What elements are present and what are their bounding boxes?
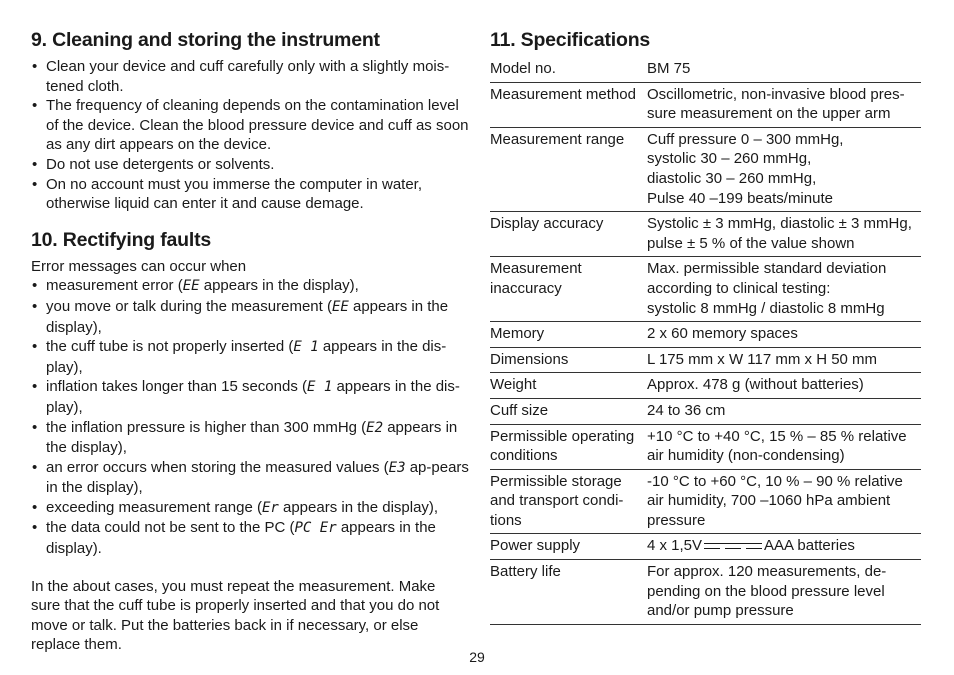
table-row [490,560,921,625]
page-number: 29 [469,649,485,665]
spec-value: BM 75 [647,57,921,82]
cleaning-list [31,57,471,214]
fault-text: ap-pears in the display), [46,458,469,497]
table-row [490,424,921,469]
spec-value: Cuff pressure 0 – 300 mmHg, systolic 30 – 260 mmHg, diastolic 30 – 260 mmHg, Pulse 40 –199 beats/minute [647,127,921,211]
table-row [490,534,921,560]
error-code: E2 [366,419,384,436]
list-item: • The frequency of cleaning depends on the contamination level of the device. Clean the blood pressure device and cuff as soon as any dirt appears on the device. [31,96,471,155]
spec-value: Systolic ± 3 mmHg, diastolic ± 3 mmHg, pulse ± 5 % of the value shown [647,212,921,257]
fault-text: measurement error ( [46,277,183,295]
spec-label: Weight [490,373,647,399]
spec-value-battery-type: AAA batteries [764,537,855,555]
specs-table [490,57,921,625]
error-code: PC Er [294,520,337,537]
spec-label: Battery life [490,560,647,625]
fault-text: appears in the dis-play), [46,338,447,376]
table-row [490,257,921,322]
list-item [31,518,471,558]
list-item: • On no account must you immerse the computer in water, otherwise liquid can enter it and cause demage. [31,175,471,214]
fault-text: exceeding measurement range ( [46,498,262,516]
spec-value: For approx. 120 measurements, de-pending on the blood pressure level and/or pump pressure [647,560,921,625]
fault-text: appears in the display), [46,418,458,457]
table-row [490,127,921,211]
spec-label: Permissible operating conditions [490,424,647,469]
right-column [490,28,921,625]
error-code: E3 [388,459,406,476]
fault-text: appears in the dis-play), [46,378,460,416]
list-item [31,276,471,297]
spec-label: Model no. [490,57,647,82]
spec-value: +10 °C to +40 °C, 15 % – 85 % relative air humidity (non-condensing) [647,424,921,469]
table-row [490,212,921,257]
list-item [31,418,471,458]
faults-list [31,276,471,558]
error-code: Er [261,499,279,516]
table-row [490,322,921,348]
fault-text: appears in the display), [278,498,439,516]
list-item: • Do not use detergents or solvents. [31,155,471,175]
spec-value-voltage: 4 x 1,5V [647,537,703,555]
faults-heading: 10. Rectifying faults [31,228,212,251]
fault-text: appears in the display). [46,519,436,558]
error-code: E 1 [293,339,319,356]
spec-label: Power supply [490,534,647,560]
list-item [31,337,471,377]
spec-value: Max. permissible standard deviation according to clinical testing: systolic 8 mmHg / diastolic 8 mmHg [647,257,921,322]
left-column [31,28,471,655]
fault-text: inflation takes longer than 15 seconds ( [46,378,307,396]
specs-heading: 11. Specifications [490,29,651,51]
direct-current-symbol-icon [704,542,762,552]
spec-label: Display accuracy [490,212,647,257]
table-row [490,347,921,373]
spec-value: L 175 mm x W 117 mm x H 50 mm [647,347,921,373]
fault-text: the data could not be sent to the PC ( [46,519,295,537]
spec-label: Cuff size [490,398,647,424]
spec-value: 24 to 36 cm [647,398,921,424]
error-code: EE [182,278,200,295]
fault-text: appears in the display), [199,277,359,295]
spec-label: Measurement range [490,127,647,211]
table-row [490,82,921,127]
spec-label: Permissible storage and transport condi-tions [490,469,647,534]
list-item [31,498,471,519]
faults-intro: Error messages can occur when [31,257,247,275]
spec-value: Oscillometric, non-invasive blood pres-sure measurement on the upper arm [647,82,921,127]
list-item [31,377,471,417]
spec-value [647,534,921,560]
table-row [490,398,921,424]
fault-text: the cuff tube is not properly inserted ( [46,338,294,356]
list-item: • Clean your device and cuff carefully only with a slightly mois-tened cloth. [31,57,471,96]
spec-value: Approx. 478 g (without batteries) [647,373,921,399]
fault-text: you move or talk during the measurement ( [46,297,332,315]
spec-label: Measurement inaccuracy [490,257,647,322]
fault-text: the inflation pressure is higher than 300 mmHg ( [46,418,367,436]
cleaning-heading: 9. Cleaning and storing the instrument [31,29,380,51]
error-code: EE [331,298,349,315]
spec-value: -10 °C to +60 °C, 10 % – 90 % relative air humidity, 700 –1060 hPa ambient pressure [647,469,921,534]
table-row [490,57,921,82]
spec-label: Memory [490,322,647,348]
error-code: E 1 [307,379,333,396]
list-item [31,297,471,337]
list-item [31,458,471,498]
table-row [490,469,921,534]
table-row [490,373,921,399]
spec-label: Measurement method [490,82,647,127]
spec-label: Dimensions [490,347,647,373]
spec-value: 2 x 60 memory spaces [647,322,921,348]
faults-closing-paragraph: In the about cases, you must repeat the measurement. Make sure that the cuff tube is properly inserted and that you do not move or talk. Put the batteries back in if necessary, or else replace them. [31,577,440,654]
fault-text: an error occurs when storing the measured values ( [46,458,389,476]
fault-text: appears in the display), [46,297,449,336]
